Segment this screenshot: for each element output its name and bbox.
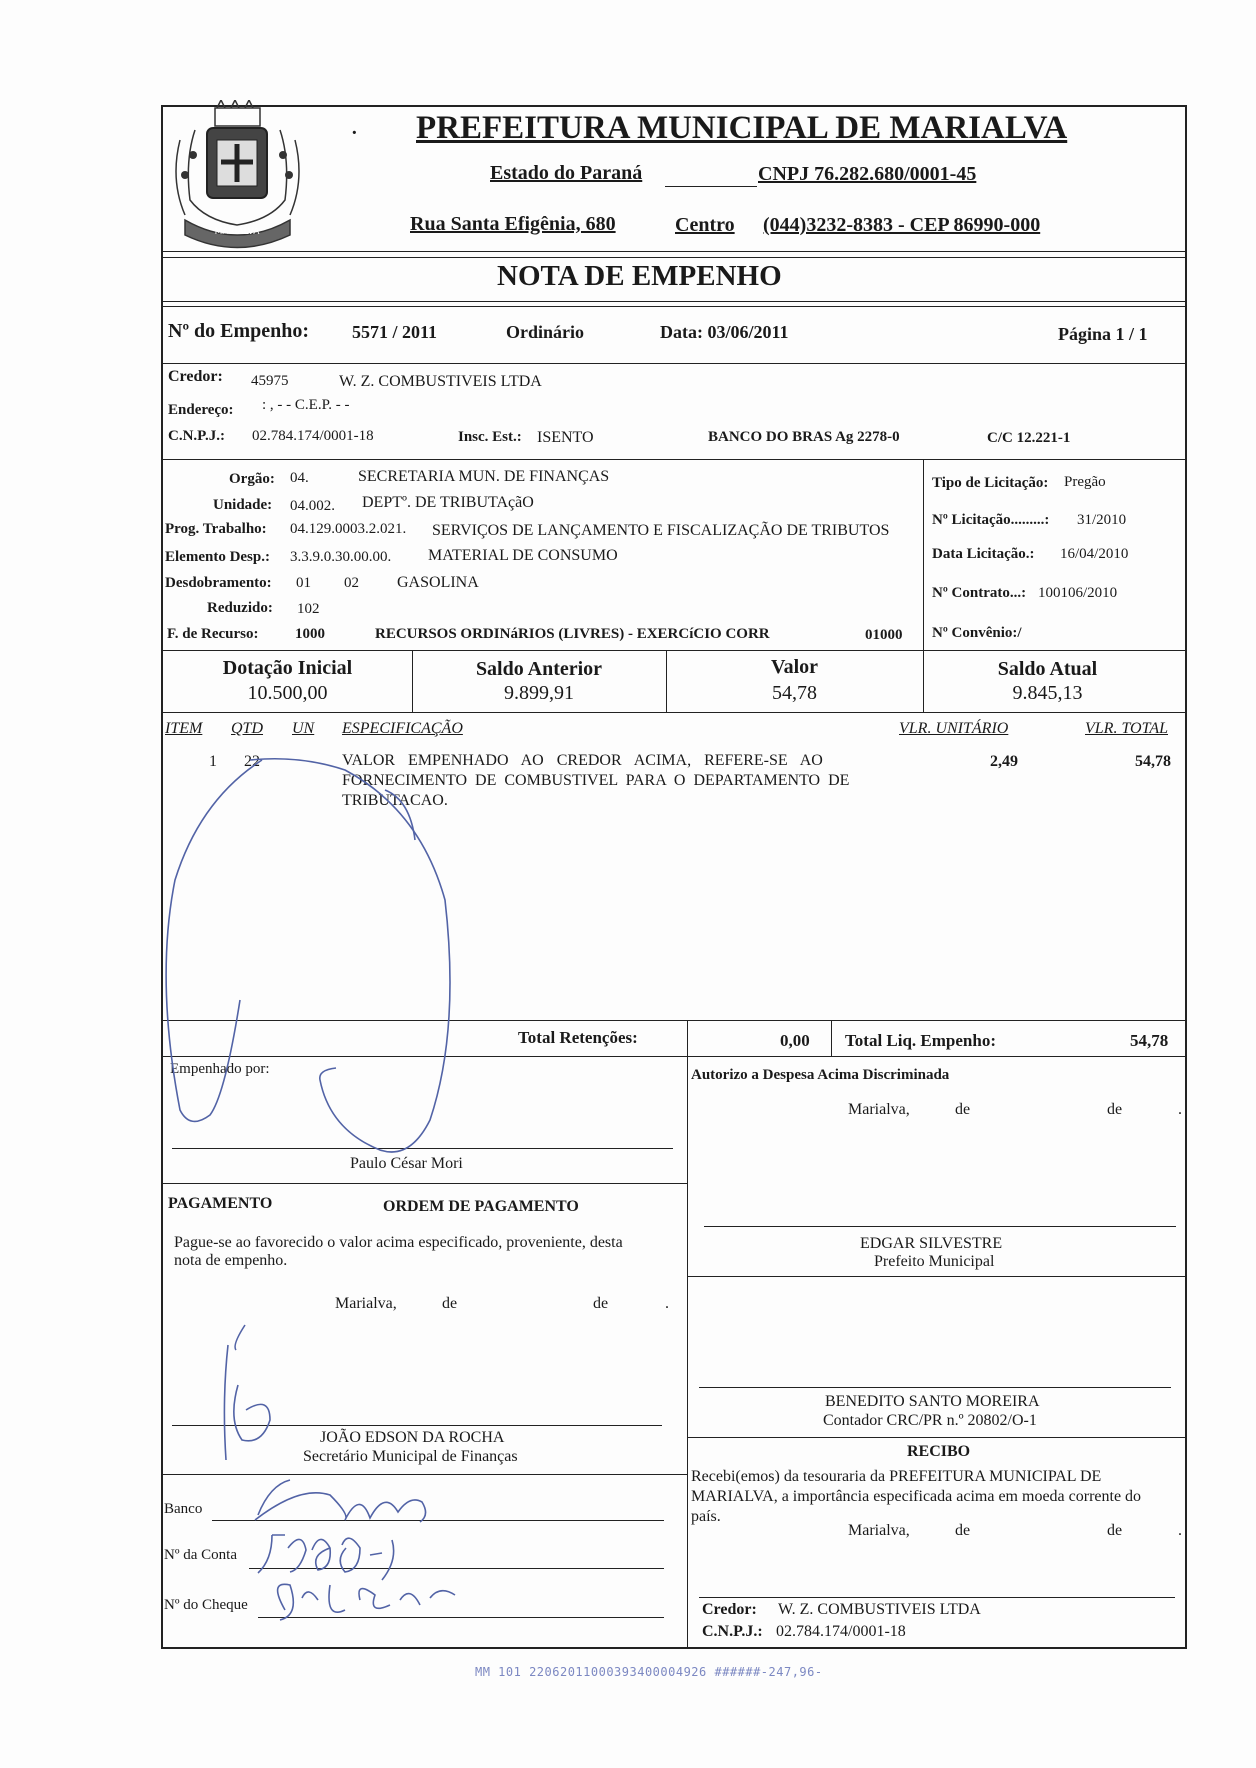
reduzido-label: Reduzido:	[207, 600, 273, 616]
district: Centro	[675, 214, 735, 236]
item-spec-line-2: FORNECIMENTO DE COMBUSTIVEL PARA O DEPARTAMENTO DE	[342, 772, 850, 789]
unidade-name: DEPTº. DE TRIBUTAçãO	[362, 494, 534, 511]
col-unit: VLR. UNITÁRIO	[899, 720, 1009, 737]
dotacao-value: 10.500,00	[247, 682, 328, 704]
autorizo-title: Autorizo a Despesa Acima Discriminada	[691, 1067, 950, 1083]
empenho-date: Data: 03/06/2011	[660, 322, 789, 342]
desdobramento-b: 02	[344, 575, 359, 591]
pagamento-text-line-2: nota de empenho.	[174, 1252, 288, 1269]
prog-code: 04.129.0003.2.021.	[290, 521, 407, 537]
unidade-code: 04.002.	[290, 498, 335, 514]
valor-label: Valor	[770, 656, 819, 678]
autorizo-dot: .	[1178, 1101, 1182, 1118]
recibo-text-line-3: país.	[691, 1508, 721, 1525]
recibo-de-2: de	[1107, 1522, 1123, 1539]
recibo-cnpj-value: 02.784.174/0001-18	[776, 1623, 906, 1640]
reduzido-value: 102	[297, 601, 320, 617]
item-unit-value: 2,49	[990, 753, 1018, 770]
saldo-atual-label: Saldo Atual	[997, 658, 1098, 680]
autorizo-de-1: de	[955, 1101, 971, 1118]
address-label: Endereço:	[168, 402, 234, 418]
signature-tick	[385, 790, 415, 840]
pagamento-de-1: de	[442, 1295, 458, 1312]
address-value: : , - - C.E.P. - -	[262, 397, 350, 413]
autorizo-place: Marialva,	[848, 1101, 910, 1118]
item-spec-line-1: VALOR EMPENHADO AO CREDOR ACIMA, REFERE-SE AO	[342, 752, 823, 769]
signature-left-loop	[166, 760, 262, 1121]
licitacao-date-value: 16/04/2010	[1060, 546, 1129, 562]
insc-value: ISENTO	[537, 429, 594, 446]
prog-label: Prog. Trabalho:	[165, 521, 267, 537]
recibo-cnpj-label: C.N.P.J.:	[702, 1623, 763, 1640]
pagamento-text-line-1: Pague-se ao favorecido o valor acima especificado, proveniente, desta	[174, 1234, 623, 1251]
liq-value: 54,78	[1130, 1031, 1169, 1050]
elemento-code: 3.3.9.0.30.00.00.	[290, 549, 392, 565]
recibo-title: RECIBO	[907, 1443, 971, 1460]
desdobramento-name: GASOLINA	[397, 574, 479, 591]
pagamento-dot: .	[665, 1295, 669, 1312]
recibo-credor-label: Credor:	[702, 1601, 757, 1618]
retencoes-value: 0,00	[780, 1031, 810, 1050]
recurso-name: RECURSOS ORDINáRIOS (LIVRES) - EXERCíCIO CORR	[375, 626, 770, 642]
pagamento-signer-name: JOÃO EDSON DA ROCHA	[320, 1429, 505, 1446]
item-number: 1	[209, 753, 217, 770]
street-address: Rua Santa Efigênia, 680	[410, 213, 616, 235]
state-label: Estado do Paraná	[490, 162, 643, 184]
col-total: VLR. TOTAL	[1085, 720, 1168, 737]
conta-handwriting	[258, 1535, 394, 1580]
ordem-pagamento-title: ORDEM DE PAGAMENTO	[383, 1198, 579, 1215]
orgao-code: 04.	[290, 470, 309, 486]
autorizo-signer-name: EDGAR SILVESTRE	[860, 1235, 1003, 1252]
credor-label: Credor:	[168, 368, 223, 385]
liq-label: Total Liq. Empenho:	[845, 1031, 996, 1050]
empenhado-name: Paulo César Mori	[350, 1155, 463, 1172]
item-qtd: 22	[244, 753, 260, 770]
recurso-code: 1000	[295, 626, 325, 642]
pagamento-signer-role: Secretário Municipal de Finanças	[303, 1448, 518, 1465]
contador-name: BENEDITO SANTO MOREIRA	[825, 1393, 1040, 1410]
saldo-atual-value: 9.845,13	[1012, 682, 1083, 704]
contrato-label: Nº Contrato...:	[932, 585, 1027, 601]
account-info: C/C 12.221-1	[987, 430, 1071, 446]
unidade-label: Unidade:	[213, 497, 273, 513]
retencoes-label: Total Retenções:	[518, 1028, 638, 1047]
autorizo-signer-role: Prefeito Municipal	[874, 1253, 995, 1270]
orgao-name: SECRETARIA MUN. DE FINANÇAS	[358, 468, 610, 485]
valor-value: 54,78	[772, 682, 817, 704]
col-item: ITEM	[165, 720, 203, 737]
cheque-label: Nº do Cheque	[164, 1597, 248, 1613]
cnpj-value: 02.784.174/0001-18	[252, 428, 374, 444]
empenho-label: Nº do Empenho:	[168, 320, 310, 342]
recurso-label: F. de Recurso:	[167, 626, 259, 642]
contador-role: Contador CRC/PR n.º 20802/O-1	[823, 1412, 1037, 1429]
item-spec-line-3: TRIBUTACAO.	[342, 792, 448, 809]
footer-stamp: MM 101 22062011000393400004926 ######-247,96-	[475, 1665, 823, 1679]
saldo-anterior-label: Saldo Anterior	[475, 658, 603, 680]
elemento-name: MATERIAL DE CONSUMO	[428, 547, 618, 564]
empenho-type: Ordinário	[506, 322, 585, 342]
page-number: Página 1 / 1	[1058, 324, 1148, 344]
saldo-anterior-value: 9.899,91	[504, 682, 574, 704]
banco-handwriting	[255, 1480, 426, 1522]
recibo-credor-value: W. Z. COMBUSTIVEIS LTDA	[778, 1601, 981, 1618]
signature-loop	[250, 759, 450, 1152]
desdobramento-label: Desdobramento:	[165, 575, 272, 591]
bank-info: BANCO DO BRAS Ag 2278-0	[708, 429, 900, 445]
col-spec: ESPECIFICAÇÃO	[342, 720, 463, 737]
crest-lettering: MARIALVA	[214, 227, 260, 237]
document-title: NOTA DE EMPENHO	[497, 260, 782, 292]
pagamento-place: Marialva,	[335, 1295, 397, 1312]
cnpj-label: C.N.P.J.:	[168, 428, 225, 444]
orgao-label: Orgão:	[229, 471, 275, 487]
municipality-title: PREFEITURA MUNICIPAL DE MARIALVA	[416, 110, 1068, 146]
col-qtd: QTD	[231, 720, 264, 737]
prog-name: SERVIÇOS DE LANÇAMENTO E FISCALIZAÇÃO DE TRIBUTOS	[432, 522, 890, 539]
col-un: UN	[292, 720, 315, 737]
recibo-dot: .	[1178, 1522, 1182, 1539]
licitacao-date-label: Data Licitação.:	[932, 546, 1035, 562]
banco-label: Banco	[164, 1501, 203, 1517]
licitacao-number-value: 31/2010	[1077, 512, 1127, 528]
phone-cep: (044)3232-8383 - CEP 86990-000	[763, 214, 1041, 236]
tipo-licitacao-label: Tipo de Licitação:	[932, 475, 1049, 491]
desdobramento-a: 01	[296, 575, 311, 591]
cnpj-header: CNPJ 76.282.680/0001-45	[758, 163, 977, 185]
licitacao-number-label: Nº Licitação.........:	[932, 512, 1050, 528]
insc-label: Insc. Est.:	[458, 429, 522, 445]
empenhado-label: Empenhado por:	[170, 1061, 270, 1077]
recibo-place: Marialva,	[848, 1522, 910, 1539]
credor-name: W. Z. COMBUSTIVEIS LTDA	[339, 373, 542, 390]
pagamento-label: PAGAMENTO	[168, 1195, 273, 1212]
conta-label: Nº da Conta	[164, 1547, 237, 1563]
tipo-licitacao-value: Pregão	[1064, 474, 1106, 490]
credor-code: 45975	[251, 373, 289, 389]
pagamento-de-2: de	[593, 1295, 609, 1312]
item-total-value: 54,78	[1135, 753, 1171, 770]
letterhead-dot: ·	[351, 122, 358, 144]
cheque-handwriting	[278, 1584, 455, 1620]
elemento-label: Elemento Desp.:	[165, 549, 270, 565]
recibo-text-line-1: Recebi(emos) da tesouraria da PREFEITURA MUNICIPAL DE	[691, 1468, 1102, 1485]
recibo-de-1: de	[955, 1522, 971, 1539]
recibo-text-line-2: MARIALVA, a importância especificada acima em moeda corrente do	[691, 1488, 1142, 1505]
dotacao-label: Dotação Inicial	[222, 657, 353, 679]
rubric-mark	[224, 1325, 270, 1460]
autorizo-de-2: de	[1107, 1101, 1123, 1118]
recurso-extra: 01000	[865, 627, 903, 643]
contrato-value: 100106/2010	[1038, 585, 1118, 601]
empenho-number: 5571 / 2011	[352, 322, 438, 342]
convenio-label: Nº Convênio:/	[932, 625, 1022, 641]
